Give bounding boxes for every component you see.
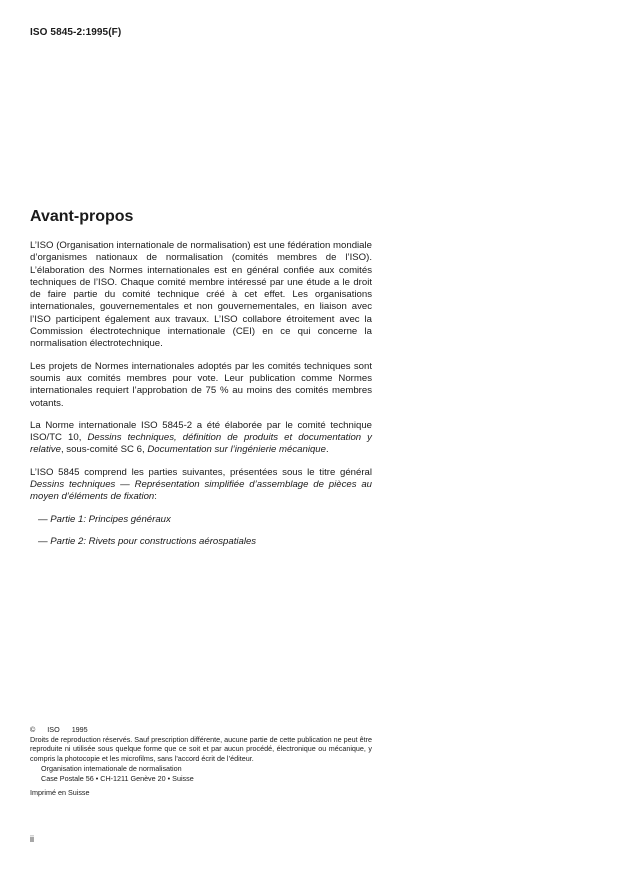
committee-text-end: . [325, 444, 329, 456]
parts-intro-text: L’ISO 5845 comprend les parties suivantes, présentées sous le titre général [30, 466, 372, 478]
subcommittee-title: Documentation sur l’ingénierie mécanique [147, 444, 326, 456]
paragraph-parts-intro [30, 467, 372, 504]
organization-address: Case Postale 56 • CH-1211 Genève 20 • Suisse [41, 773, 194, 783]
committee-text-2: , sous-comité SC 6, [60, 444, 148, 456]
committee-title: Dessins techniques, définition de produits et documentation y relative [30, 432, 372, 456]
copyright-line [30, 725, 372, 735]
copyright-symbol: © [30, 725, 36, 734]
organization-name: Organisation internationale de normalisation [41, 764, 182, 774]
paragraph-committee [30, 420, 372, 457]
part-1: — Partie 1: Principes généraux [38, 513, 171, 525]
rights-notice: Droits de reproduction réservés. Sauf prescription différente, aucune partie de cette publication ne peut être reproduite ni utilisée sous quelque forme que ce soit et par aucun procédé, électronique ou mécanique, y compris la photocopie et les microfilms, sans l’accord écrit de l’éditeur. [30, 734, 372, 763]
document-id: ISO 5845-2:1995(F) [30, 27, 122, 38]
list-item [38, 514, 372, 526]
paragraph-iso-intro: L’ISO (Organisation internationale de normalisation) est une fédération mondiale d’organismes nationaux de normalisation (comités membres de l’ISO). L’élaboration des Normes internationales est en général confiée aux comités techniques de l’ISO. Chaque comité membre intéressé par une étude a le droit de faire partie du comité technique créé à cet effet. Les organisations internationales, gouvernementales et non gouvernementales, en liaison avec l’ISO participent également aux travaux. L’ISO collabore étroitement avec la Commission électrotechnique internationale (CEI) en ce qui concerne la normalisation électrotechnique. [30, 240, 372, 350]
committee-text: La Norme internationale ISO 5845-2 a été élaborée par le comité technique ISO/TC 10, [30, 419, 372, 444]
copyright-holder: ISO [47, 725, 60, 734]
section-heading: Avant-propos [30, 208, 134, 225]
parts-intro-end: : [154, 491, 157, 503]
printed-in: Imprimé en Suisse [30, 787, 90, 797]
parts-list [30, 514, 372, 549]
copyright-footer [30, 725, 372, 797]
list-item [38, 536, 372, 548]
paragraph-voting: Les projets de Normes internationales adoptés par les comités techniques sont soumis aux comités membres pour vote. Leur publication comme Normes internationales requiert l’approbation de 75 % au moins des comités membres votants. [30, 360, 372, 409]
part-2: — Partie 2: Rivets pour constructions aérospatiales [38, 535, 257, 547]
copyright-year: 1995 [71, 725, 88, 734]
foreword-body [30, 240, 372, 558]
page-number: ii [30, 834, 34, 844]
general-title: Dessins techniques — Représentation simplifiée d’assemblage de pièces au moyen d’éléments de fixation [30, 479, 372, 503]
